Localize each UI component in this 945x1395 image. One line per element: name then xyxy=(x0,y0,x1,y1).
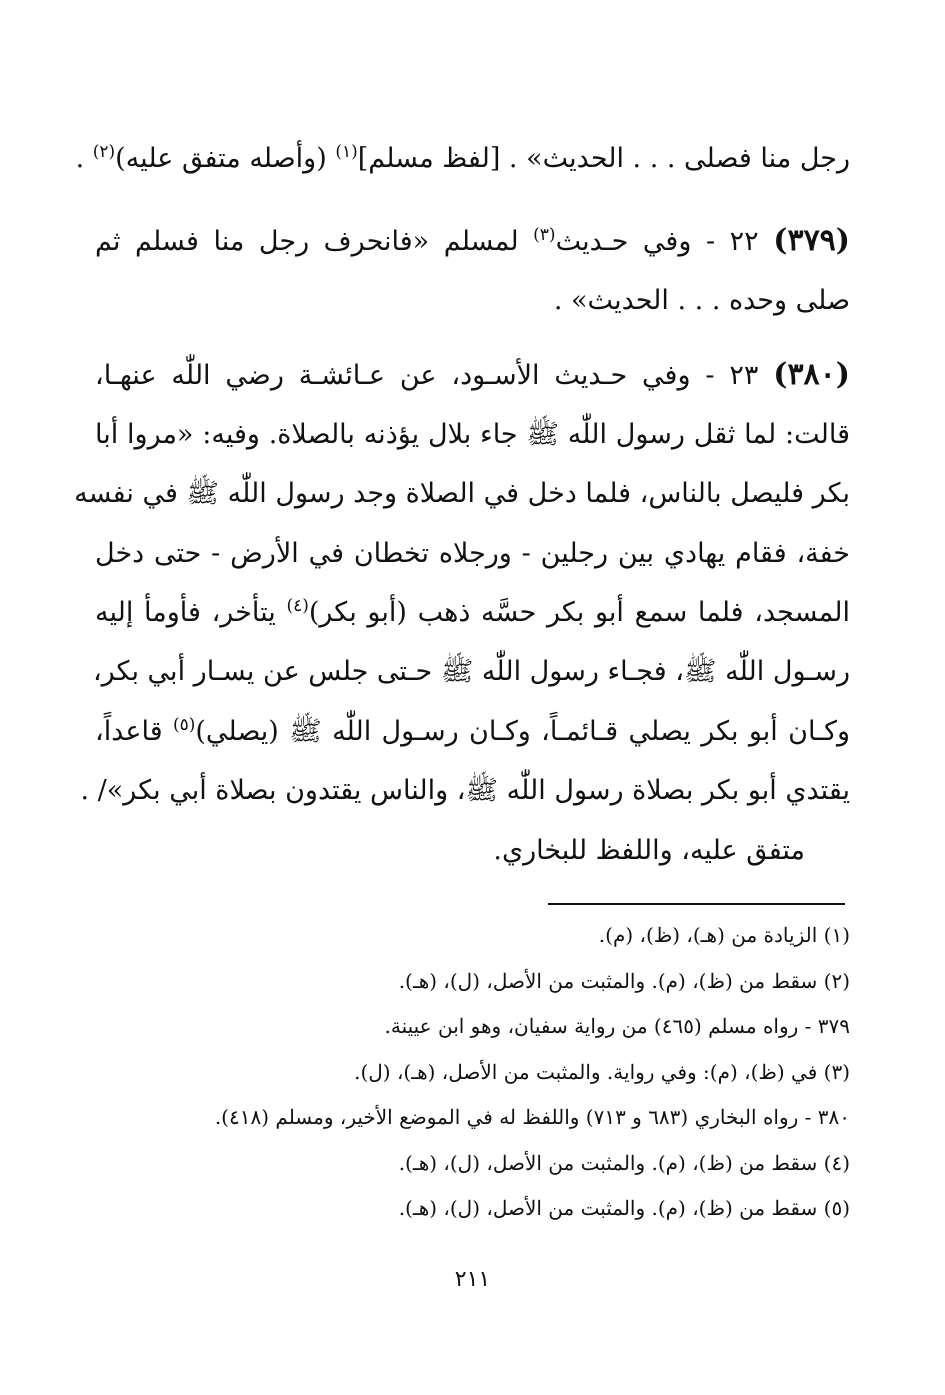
hadith-380-line-6: رسـول اللّٰه ﷺ، فجـاء رسول اللّٰه ﷺ حـتى جلس عن يسـار أبي بكر، xyxy=(92,656,850,687)
text-line-1 xyxy=(75,137,850,181)
hadith-380-attribution: متفق عليه، واللفظ للبخاري. xyxy=(493,835,805,866)
hadith-379-line-2: صلى وحده . . . الحديث» . xyxy=(553,285,850,316)
line-1-text-b: (وأصله متفق عليه) xyxy=(115,143,336,174)
footnote-ref-4: (٤) xyxy=(286,596,309,616)
hadith-380-line-1 xyxy=(95,353,850,397)
footnote-380: ٣٨٠ - رواه البخاري (٦٨٣ و ٧١٣) واللفظ له في الموضع الأخير، ومسلم (٤١٨). xyxy=(214,1105,850,1129)
hadith-380-line-3: بكر فليصل بالناس، فلما دخل في الصلاة وجد رسول اللّٰه ﷺ في نفسه xyxy=(74,478,850,509)
footnote-ref-5: (٥) xyxy=(172,715,196,735)
footnote-3: (٣) في (ظ)، (م): وفي رواية. والمثبت من الأصل، (هـ)، (ل). xyxy=(354,1060,850,1084)
hadith-379-text-a: ٢٢ - وفي حـديث xyxy=(555,226,774,257)
hadith-380-line-5 xyxy=(95,591,850,635)
hadith-380-line-5-text-a: المسجد، فلما سمع أبو بكر حسَّه ذهب (أبو بكر) xyxy=(308,597,850,628)
hadith-380-line-7 xyxy=(95,710,850,754)
hadith-380-line-8: يقتدي أبو بكر بصلاة رسول اللّٰه ﷺ، والناس يقتدون بصلاة أبي بكر»/ . xyxy=(80,775,850,806)
hadith-number-379: (٣٧٩) xyxy=(773,223,850,258)
hadith-380-line-7-text-a: وكـان أبو بكر يصلي قـائمـاً، وكـان رسـول اللّٰه ﷺ (يصلي) xyxy=(195,716,850,747)
footnote-1: (١) الزيادة من (هـ)، (ظ)، (م). xyxy=(598,923,850,947)
hadith-380-text-a: ٢٣ - وفي حـديث الأسـود، عن عـائشـة رضي اللّٰه عنهـا، xyxy=(95,360,774,391)
footnote-ref-3: (٣) xyxy=(533,225,556,245)
footnote-ref-2: (٢) xyxy=(92,142,116,162)
footnote-separator xyxy=(548,903,845,905)
footnote-379: ٣٧٩ - رواه مسلم (٤٦٥) من رواية سفيان، وهو ابن عيينة. xyxy=(384,1014,850,1038)
hadith-379-text-b: لمسلم «فانحرف رجل منا فسلم ثم xyxy=(95,226,534,257)
hadith-number-380: (٣٨٠) xyxy=(773,357,850,392)
hadith-379-line-1 xyxy=(95,219,850,263)
footnote-4: (٤) سقط من (ظ)، (م). والمثبت من الأصل، (ل)، (هـ). xyxy=(398,1151,850,1175)
hadith-380-line-5-text-b: يتأخر، فأومأ إليه xyxy=(95,597,287,628)
footnote-2: (٢) سقط من (ظ)، (م). والمثبت من الأصل، (ل)، (هـ). xyxy=(398,969,850,993)
hadith-380-line-4: خفة، فقام يهادي بين رجلين - ورجلاه تخطان في الأرض - حتى دخل xyxy=(95,538,850,569)
page-number: ٢١١ xyxy=(454,1267,491,1292)
footnote-ref-1: (١) xyxy=(335,142,358,162)
hadith-380-line-7-text-b: قاعداً، xyxy=(95,716,173,747)
footnote-5: (٥) سقط من (ظ)، (م). والمثبت من الأصل، (ل)، (هـ). xyxy=(398,1196,850,1220)
hadith-380-line-2: قالت: لما ثقل رسول اللّٰه ﷺ جاء بلال يؤذنه بالصلاة. وفيه: «مروا أبا xyxy=(95,419,850,450)
line-1-text-c: . xyxy=(75,143,93,174)
line-1-text-a: رجل منا فصلى . . . الحديث» . [لفظ مسلم] xyxy=(357,143,850,174)
